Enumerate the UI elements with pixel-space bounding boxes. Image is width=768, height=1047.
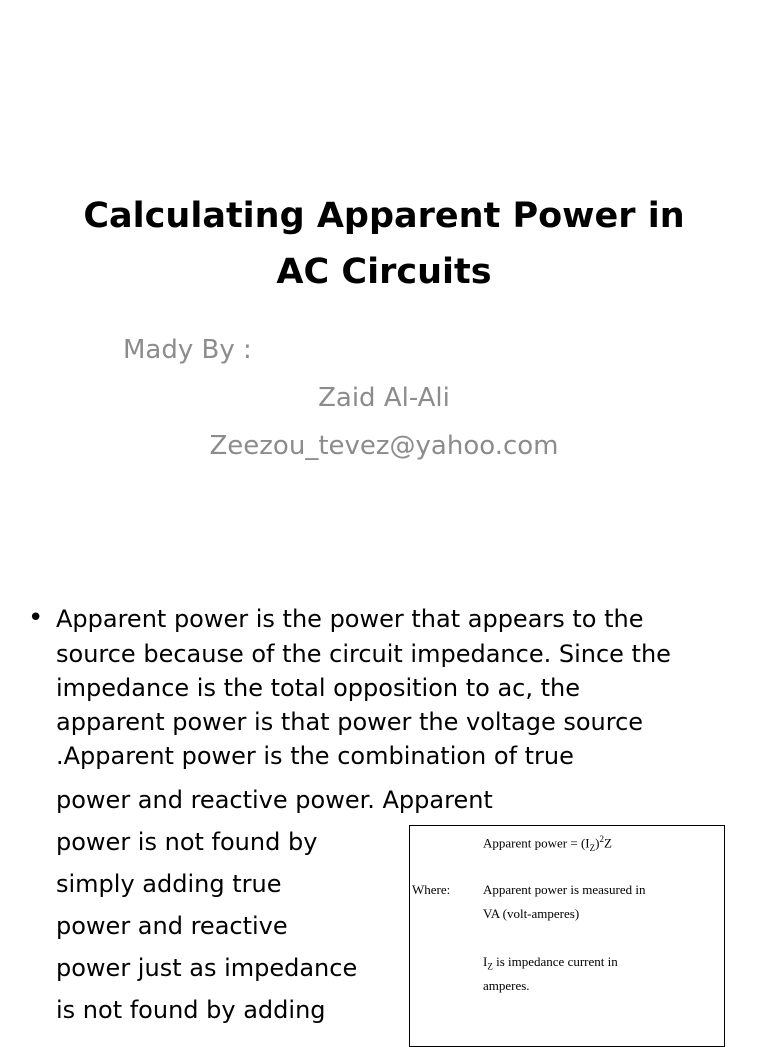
formula-box xyxy=(409,825,725,1047)
paragraph-line: Apparent power is the power that appears to the xyxy=(56,605,644,633)
paragraph-line: simply adding true xyxy=(56,870,282,898)
definition-unit: VA (volt-amperes) xyxy=(483,906,580,921)
made-by-label: Mady By : xyxy=(123,335,252,365)
author-name: Zaid Al-Ali xyxy=(318,383,450,413)
definition-current-unit: amperes. xyxy=(483,978,530,993)
paragraph-line: .Apparent power is the combination of true xyxy=(56,742,574,770)
current-subscript: Z xyxy=(487,961,493,972)
formula-impedance: Z xyxy=(603,835,612,851)
definition-apparent-power: Apparent power is measured in xyxy=(483,882,646,897)
formula-equation xyxy=(483,834,612,853)
formula-exponent: 2 xyxy=(599,834,604,844)
paragraph-line: apparent power is that power the voltage source xyxy=(56,708,644,736)
paragraph-line: power and reactive xyxy=(56,912,288,940)
paragraph-line: source because of the circuit impedance. Since the xyxy=(56,640,671,668)
definition-current xyxy=(483,954,618,972)
title-line-1: Calculating Apparent Power in xyxy=(83,196,685,236)
formula-subscript: Z xyxy=(589,842,596,853)
paragraph-line: power is not found by xyxy=(56,828,318,856)
paragraph-line: is not found by adding xyxy=(56,996,326,1024)
formula-lhs: Apparent power = (I xyxy=(483,835,590,851)
slide-title xyxy=(60,188,708,300)
paragraph-line: impedance is the total opposition to ac, the xyxy=(56,674,580,702)
author-email: Zeezou_tevez@yahoo.com xyxy=(209,431,559,461)
where-label: Where: xyxy=(412,882,451,897)
title-line-2: AC Circuits xyxy=(276,252,492,292)
current-description: is impedance current in xyxy=(496,954,618,969)
bullet-marker: • xyxy=(28,603,44,633)
paragraph-line: power just as impedance xyxy=(56,954,358,982)
current-symbol: I xyxy=(483,954,488,969)
paragraph-line: power and reactive power. Apparent xyxy=(56,786,493,814)
formula-paren: ) xyxy=(595,835,600,851)
